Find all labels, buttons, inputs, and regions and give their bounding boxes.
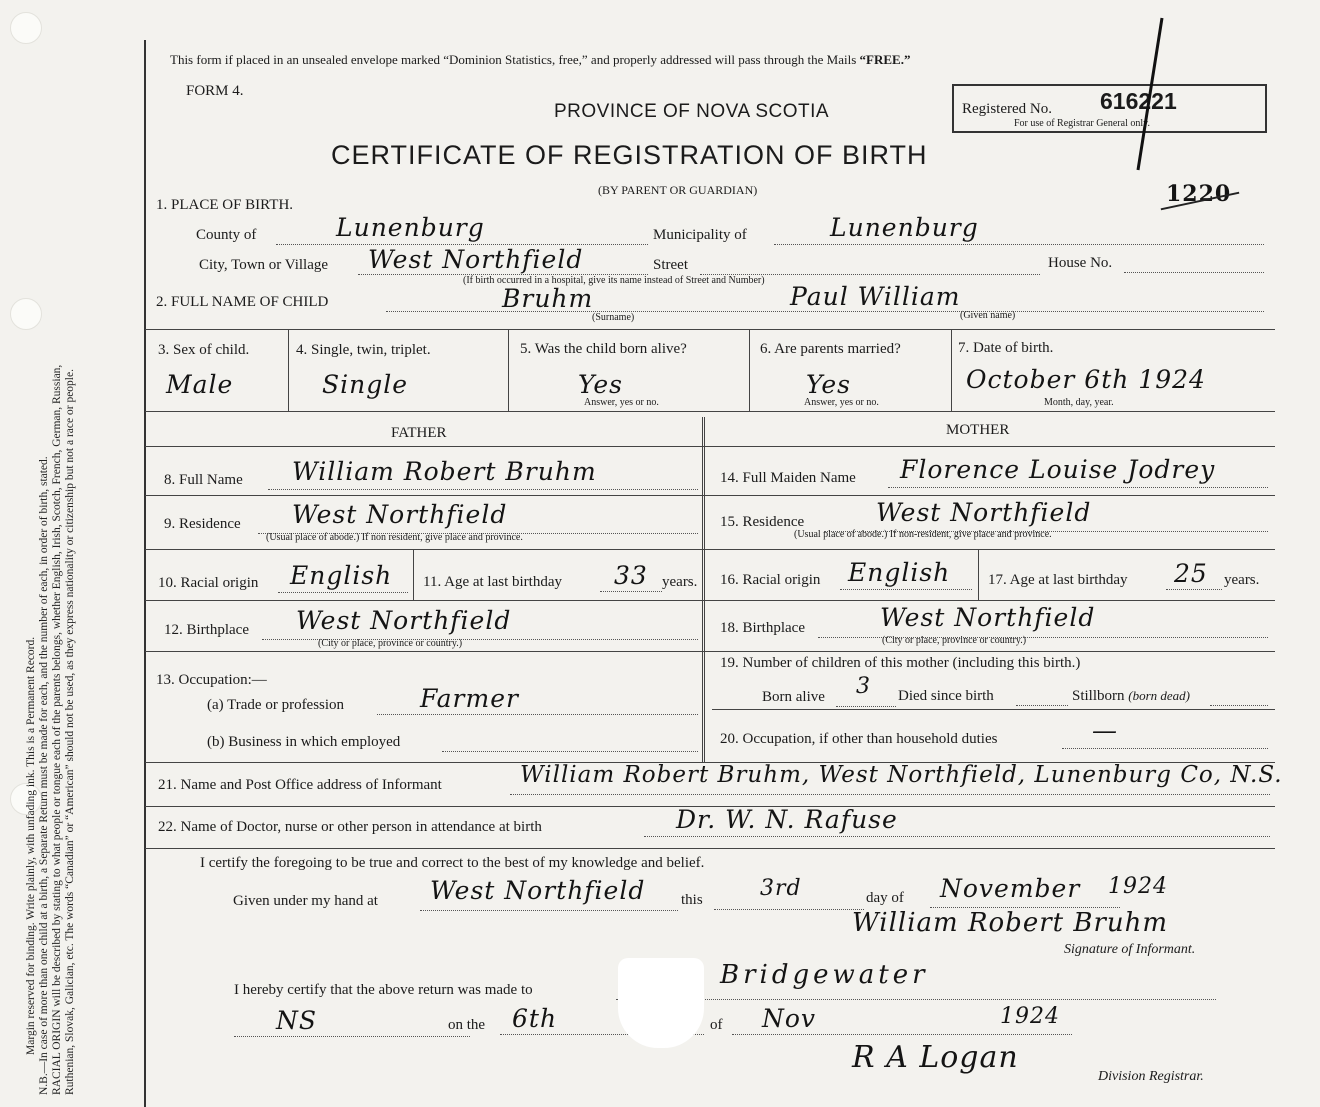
mother-name: Florence Louise Jodrey: [900, 455, 1216, 484]
city-label: City, Town or Village: [199, 257, 329, 273]
mother-birthplace: West Northfield: [880, 603, 1096, 632]
informant-signature-caption: Signature of Informant.: [1064, 942, 1196, 957]
informant-label: 21. Name and Post Office address of Informant: [158, 777, 442, 793]
street-label: Street: [653, 257, 688, 273]
doctor-value: Dr. W. N. Rafuse: [676, 805, 898, 834]
father-age: 33: [614, 561, 648, 590]
father-age-label: 11. Age at last birthday: [423, 574, 562, 590]
sex-label: 3. Sex of child.: [158, 342, 250, 358]
registrar-year: 1924: [1000, 1004, 1060, 1029]
margin-instructions: [25, 55, 105, 1095]
county-value: Lunenburg: [336, 213, 485, 242]
hospital-note: (If birth occurred in a hospital, give its name instead of Street and Number): [463, 275, 765, 286]
registrar-month: Nov: [762, 1004, 817, 1033]
certificate-title: CERTIFICATE OF REGISTRATION OF BIRTH: [331, 140, 928, 170]
certify-month: November: [940, 874, 1081, 903]
registrar-place: Bridgewater: [720, 960, 929, 990]
mother-residence-caption: (Usual place of abode.) If non-resident, give place and province.: [794, 529, 1052, 540]
certificate-subtitle: (BY PARENT OR GUARDIAN): [598, 183, 758, 197]
day-of-label: day of: [866, 890, 904, 906]
dob-caption: Month, day, year.: [1044, 397, 1114, 408]
mother-occupation-label: 20. Occupation, if other than household duties: [720, 731, 998, 747]
father-racial: English: [290, 561, 393, 590]
margin-line: Margin reserved for binding. Write plainly, with unfading ink. This is a Permanent Record.: [25, 636, 37, 1055]
child-given-name: Paul William: [790, 282, 961, 311]
of-label: of: [710, 1017, 723, 1033]
father-years: years.: [662, 574, 698, 590]
mother-birthplace-label: 18. Birthplace: [720, 620, 805, 636]
this-label: this: [681, 892, 703, 908]
father-name: William Robert Bruhm: [292, 457, 597, 486]
father-racial-label: 10. Racial origin: [158, 575, 259, 591]
sex-value: Male: [166, 370, 234, 399]
married-label: 6. Are parents married?: [760, 341, 901, 357]
children-label: 19. Number of children of this mother (including this birth.): [720, 655, 1081, 671]
father-birthplace-label: 12. Birthplace: [164, 622, 249, 638]
occupation-label: 13. Occupation:—: [156, 672, 267, 688]
father-heading: FATHER: [391, 425, 447, 441]
registered-number: 616221: [1100, 88, 1177, 114]
father-residence-label: 9. Residence: [164, 516, 241, 532]
municipality-value: Lunenburg: [830, 213, 979, 242]
surname-caption: (Surname): [592, 312, 635, 323]
municipality-label: Municipality of: [653, 227, 747, 243]
city-value: West Northfield: [368, 245, 584, 274]
father-birthplace: West Northfield: [296, 606, 512, 635]
father-residence: West Northfield: [292, 500, 508, 529]
registrar-province: NS: [276, 1006, 318, 1035]
mail-notice: This form if placed in an unsealed envelope marked “Dominion Statistics, free,” and properly addressed will pass through the Mails “FREE.”: [170, 52, 911, 67]
white-blot: [618, 958, 704, 1048]
stillborn-label: Stillborn (born dead): [1072, 688, 1191, 704]
dob-value: October 6th 1924: [966, 365, 1206, 394]
alive-label: 5. Was the child born alive?: [520, 341, 687, 357]
mother-heading: MOTHER: [946, 422, 1010, 438]
certify-day: 3rd: [760, 876, 802, 901]
form-number: FORM 4.: [186, 83, 244, 99]
dob-label: 7. Date of birth.: [958, 340, 1054, 356]
informant-value: William Robert Bruhm, West Northfield, Lunenburg Co, N.S.: [520, 762, 1283, 788]
place-of-birth-label: 1. PLACE OF BIRTH.: [156, 197, 294, 213]
married-caption: Answer, yes or no.: [804, 397, 879, 408]
registrar-signature: R A Logan: [852, 1040, 1019, 1075]
trade-label: (a) Trade or profession: [207, 697, 345, 713]
margin-line: Ruthenian, Slovak, Galician, etc. The words “Canadian” or “American” should not be used, as they express nationality or citizenship but not a race or people.: [64, 369, 76, 1095]
margin-line: N.B.—In case of more than one child at a birth, a Separate Return must be made for each, and the number of each, in order of birth, stated.: [38, 456, 50, 1095]
father-residence-caption: (Usual place of abode.) If non resident, give place and province.: [266, 532, 523, 543]
alive-caption: Answer, yes or no.: [584, 397, 659, 408]
mother-name-label: 14. Full Maiden Name: [720, 470, 856, 486]
child-name-label: 2. FULL NAME OF CHILD: [156, 294, 329, 310]
business-label: (b) Business in which employed: [207, 734, 401, 750]
trade-value: Farmer: [420, 684, 519, 713]
plurality-label: 4. Single, twin, triplet.: [296, 342, 431, 358]
stamp-number: 1220: [1166, 181, 1232, 207]
pen-stroke: [1100, 10, 1180, 180]
left-border: [144, 40, 146, 1107]
given-place: West Northfield: [430, 876, 646, 905]
registered-label: Registered No.: [962, 101, 1052, 117]
born-alive-value: 3: [856, 674, 871, 699]
punch-hole: [10, 12, 42, 44]
born-alive-label: Born alive: [762, 689, 825, 705]
mother-racial: English: [848, 558, 951, 587]
died-label: Died since birth: [898, 688, 994, 704]
mother-residence-label: 15. Residence: [720, 514, 805, 530]
father-birthplace-caption: (City or place, province or country.): [318, 638, 463, 649]
registrar-statement: I hereby certify that the above return was made to: [234, 982, 533, 998]
mother-racial-label: 16. Racial origin: [720, 572, 821, 588]
child-surname: Bruhm: [502, 284, 594, 313]
certify-statement: I certify the foregoing to be true and correct to the best of my knowledge and belief.: [200, 855, 705, 871]
certify-year: 1924: [1108, 874, 1168, 899]
province-heading: PROVINCE OF NOVA SCOTIA: [554, 101, 830, 122]
mother-birthplace-caption: (City or place, province or country.): [882, 635, 1027, 646]
house-label: House No.: [1048, 255, 1113, 271]
married-value: Yes: [806, 370, 851, 399]
father-name-label: 8. Full Name: [164, 472, 243, 488]
plurality-value: Single: [322, 370, 409, 399]
registered-note: For use of Registrar General only.: [1014, 118, 1150, 129]
given-label: Given under my hand at: [233, 893, 378, 909]
given-caption: (Given name): [960, 310, 1016, 321]
mother-years: years.: [1224, 572, 1260, 588]
margin-line: RACIAL ORIGIN will be described by stating to what people or tongue each of the parents belongs, whether English, Irish, Scotch, French, German, Russian,: [51, 364, 63, 1095]
county-label: County of: [196, 227, 257, 243]
mother-age: 25: [1174, 559, 1208, 588]
registrar-day: 6th: [512, 1004, 558, 1033]
mother-residence: West Northfield: [876, 498, 1092, 527]
registrar-caption: Division Registrar.: [1098, 1069, 1204, 1084]
on-the-label: on the: [448, 1017, 486, 1033]
mother-age-label: 17. Age at last birthday: [988, 572, 1128, 588]
doctor-label: 22. Name of Doctor, nurse or other person in attendance at birth: [158, 819, 542, 835]
alive-value: Yes: [578, 370, 623, 399]
mother-occupation: —: [1092, 716, 1118, 745]
informant-signature: William Robert Bruhm: [852, 908, 1169, 938]
